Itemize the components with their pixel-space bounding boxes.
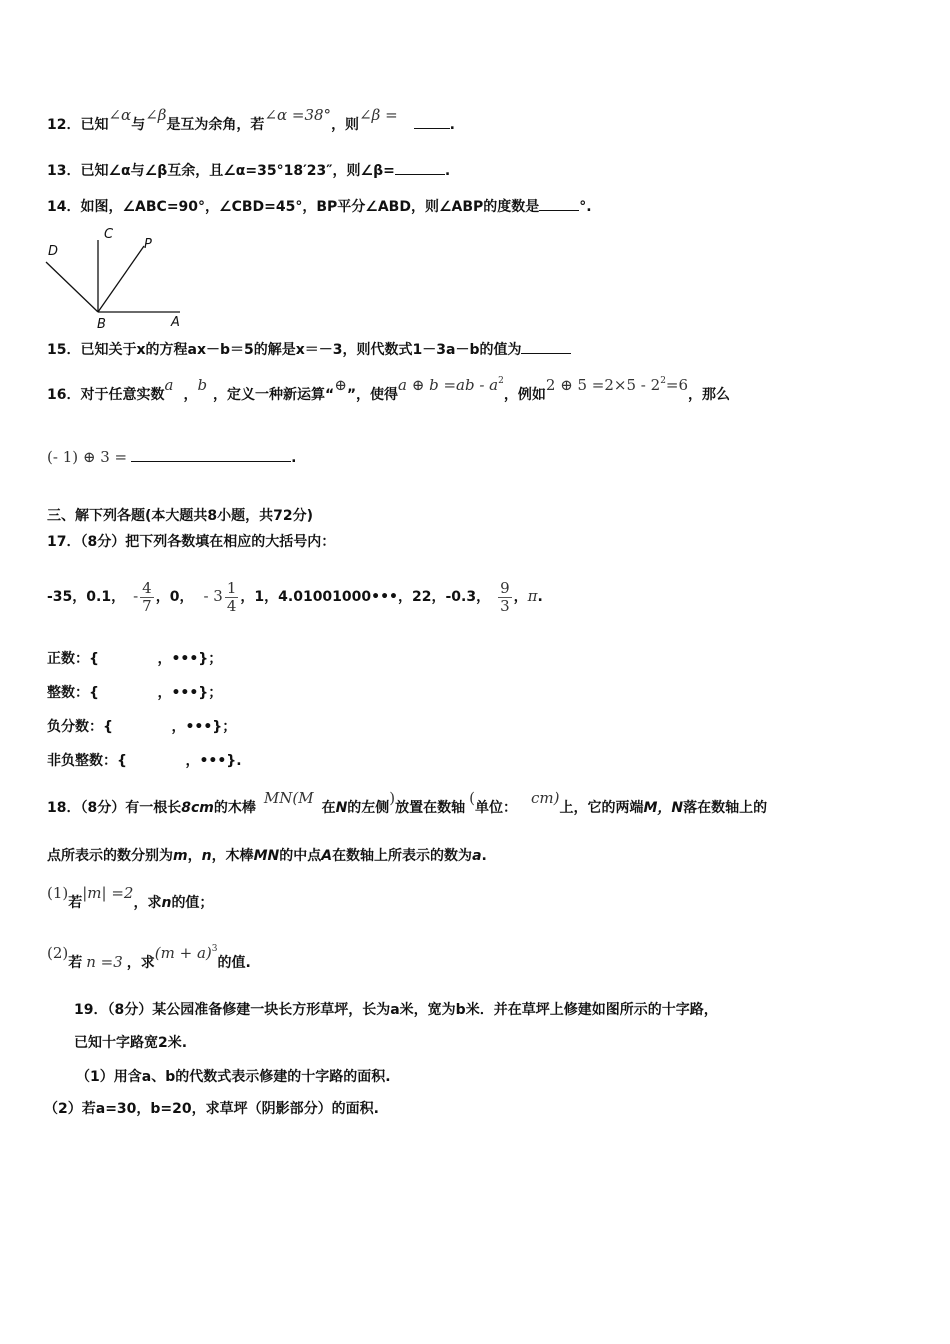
answer-blank: [131, 447, 291, 462]
q17-row-nonnegative-integer: 非负整数：{ ，•••}.: [47, 753, 242, 769]
q19-part1: （1）用含a、b的代数式表示修建的十字路的面积.: [76, 1069, 391, 1085]
fraction-9-3: $\frac{9}{3}$: [500, 578, 510, 615]
fraction-4-7: $\frac{4}{7}$: [142, 578, 152, 615]
question-18-line2: 点所表示的数分别为m，n，木棒MN的中点A在数轴上所表示的数为a.: [47, 848, 487, 864]
question-18: 18．（8分）有一根长8cm的木棒MN(M在N的左侧)放置在数轴(单位：cm)上，它的两端M，N落在数轴上的: [47, 789, 768, 816]
q17-row-negative-fraction: 负分数：{ ，•••}；: [47, 719, 237, 735]
fraction-1-4: $\frac{1}{4}$: [226, 578, 237, 615]
label-c: C: [104, 227, 114, 242]
q12-ask: ∠β =: [359, 106, 398, 124]
q17-row-integer: 整数：{ ，•••}；: [47, 685, 223, 701]
ray-bd: [46, 262, 98, 312]
pi-symbol: π: [527, 587, 538, 605]
q17-numbers: -35，0.1， - $\frac{4}{7}$ ，0， - 3 $\frac{1}{4}$ ，1，4.01001000•••，22，-0.3， $\frac{9}{3}$ ，π.: [47, 578, 543, 615]
q12-condition: ∠α =38°: [264, 106, 332, 124]
operator-symbol: ⊕: [334, 376, 347, 394]
question-17-title: 17．（8分）把下列各数填在相应的大括号内：: [47, 534, 336, 550]
question-16-ask: (- 1) ⊕ 3 = .: [47, 448, 297, 466]
q18-part2: (2)若 n =3 ，求$(m + a)^3$的值.: [47, 944, 251, 971]
answer-blank: [521, 339, 571, 354]
question-15: 15．已知关于x的方程ax－b＝5的解是x＝－3，则代数式1－3a－b的值为: [47, 339, 571, 360]
label-a: A: [171, 315, 180, 330]
angle-beta: ∠β: [145, 106, 167, 124]
angle-figure: [40, 222, 200, 332]
q19-part2: （2）若a=30，b=20，求草坪（阴影部分）的面积.: [44, 1101, 379, 1117]
question-13: 13．已知∠α与∠β互余，且∠α=35°18′23″，则∠β= .: [47, 160, 450, 181]
label-p: P: [144, 237, 152, 252]
section-title: 三、解下列各题(本大题共8小题，共72分): [47, 508, 314, 524]
ray-bp: [98, 246, 144, 312]
answer-blank: [395, 160, 445, 175]
question-19: 19．（8分）某公园准备修建一块长方形草坪，长为a米，宽为b米．并在草坪上修建如图所示的十字路，: [74, 1002, 718, 1018]
label-d: D: [48, 244, 59, 259]
question-16: 16．对于任意实数a，b，定义一种新运算“⊕”，使得a ⊕ $b =ab - a^2$，例如2 ⊕ $5 =2\times 5 - 2^2=6$，那么: [47, 376, 731, 403]
label-b: B: [97, 317, 106, 332]
q18-part1: (1)若|m| =2，求n的值；: [47, 884, 214, 911]
question-12: 12．已知∠α与∠β是互为余角，若∠α =38°，则∠β =.: [47, 106, 455, 133]
answer-blank: [414, 114, 450, 129]
question-19-line2: 已知十字路宽2米.: [74, 1035, 188, 1051]
q12-number: 12．: [47, 117, 81, 133]
q16-definition: a ⊕ b =ab - a: [398, 376, 499, 394]
q17-row-positive: 正数：{ ，•••}；: [47, 651, 223, 667]
q16-example: 2 ⊕ 5 =2×5 - 2: [545, 376, 661, 394]
angle-alpha: ∠α: [108, 106, 132, 124]
question-14: 14．如图，∠ABC=90°，∠CBD=45°，BP平分∠ABD，则∠ABP的度数是 °.: [47, 196, 592, 217]
answer-blank: [539, 196, 579, 211]
